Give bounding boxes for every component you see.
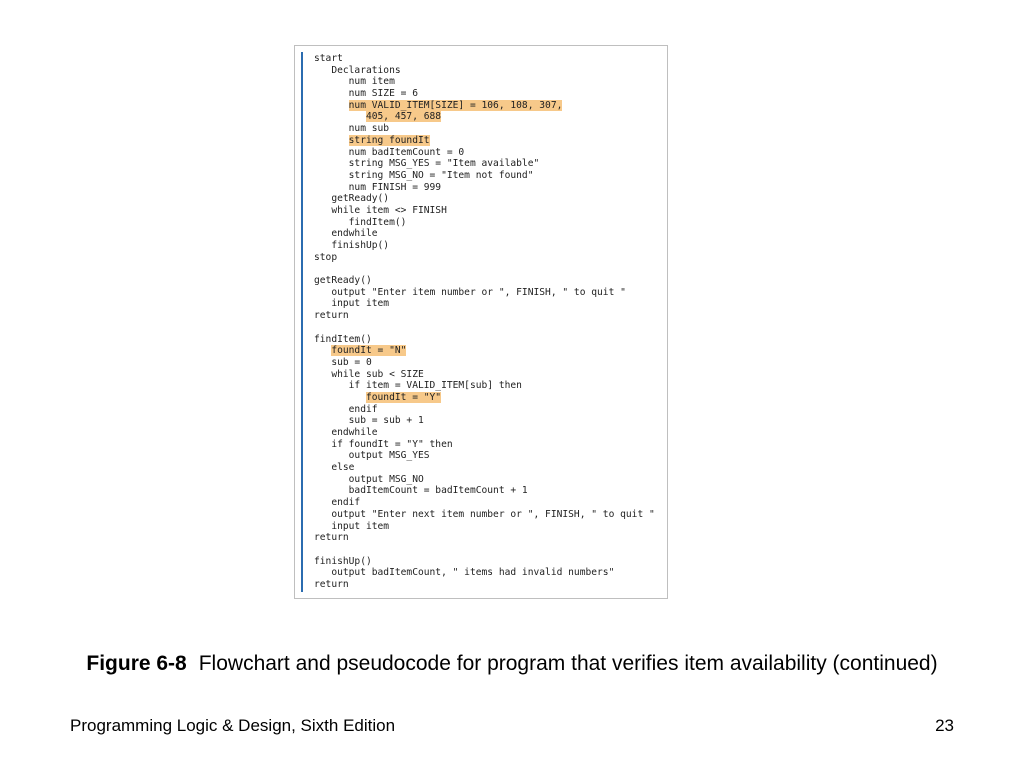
figure-caption-text: Flowchart and pseudocode for program that verifies item availability (continued) <box>198 652 938 675</box>
code-line <box>314 334 655 346</box>
code-text: output "Enter next item number or ", FINISH, " to quit " <box>331 508 655 520</box>
code-line <box>314 65 655 77</box>
figure-label: Figure 6-8 <box>86 652 187 675</box>
code-text: else <box>331 462 355 474</box>
code-text: getReady() <box>314 275 372 287</box>
code-line <box>314 193 655 205</box>
pseudocode-listing <box>314 53 655 591</box>
code-text: stop <box>314 251 338 263</box>
code-line <box>314 275 655 287</box>
code-line <box>314 252 655 264</box>
code-line <box>314 53 655 65</box>
figure-caption <box>40 649 984 678</box>
code-text: start <box>314 53 343 64</box>
code-text: endif <box>348 403 378 415</box>
code-text: finishUp() <box>314 555 372 567</box>
code-line <box>314 415 655 427</box>
code-text: return <box>314 532 349 544</box>
code-line <box>314 544 655 556</box>
code-line <box>314 263 655 275</box>
code-text: endwhile <box>331 228 378 240</box>
code-text: num item <box>348 76 395 88</box>
code-text: findItem() <box>314 333 372 345</box>
highlighted-code-text: foundIt = "Y" <box>365 391 442 403</box>
highlighted-code-text: string foundIt <box>348 134 430 146</box>
code-line <box>314 392 655 404</box>
code-line <box>314 147 655 159</box>
code-text: if item = VALID_ITEM[sub] then <box>348 380 522 392</box>
code-line <box>314 135 655 147</box>
code-line <box>314 170 655 182</box>
code-line <box>314 380 655 392</box>
code-text: badItemCount = badItemCount + 1 <box>348 485 528 497</box>
code-line <box>314 521 655 533</box>
code-line <box>314 509 655 521</box>
code-line <box>314 287 655 299</box>
code-text: output "Enter item number or ", FINISH, " to quit " <box>331 286 626 298</box>
code-text: output MSG_YES <box>348 450 430 462</box>
code-line <box>314 322 655 334</box>
code-line <box>314 427 655 439</box>
code-line <box>314 345 655 357</box>
code-text: sub = 0 <box>331 356 372 368</box>
pseudocode-panel <box>294 45 668 599</box>
code-text: findItem() <box>348 216 407 228</box>
code-text: endif <box>331 497 361 509</box>
code-line <box>314 298 655 310</box>
code-text: string MSG_YES = "Item available" <box>348 158 540 170</box>
code-line <box>314 217 655 229</box>
code-line <box>314 158 655 170</box>
code-line <box>314 357 655 369</box>
code-text: sub = sub + 1 <box>348 415 424 427</box>
code-text: output badItemCount, " items had invalid numbers" <box>331 567 615 579</box>
code-line <box>314 404 655 416</box>
code-text: output MSG_NO <box>348 473 424 485</box>
code-line <box>314 450 655 462</box>
footer-page-number: 23 <box>935 716 954 735</box>
code-line <box>314 439 655 451</box>
code-line <box>314 111 655 123</box>
code-line <box>314 369 655 381</box>
code-line <box>314 532 655 544</box>
code-line <box>314 462 655 474</box>
code-text: while item <> FINISH <box>331 204 447 216</box>
code-line <box>314 556 655 568</box>
code-text: input item <box>331 520 390 532</box>
code-text: endwhile <box>331 427 378 438</box>
code-line <box>314 76 655 88</box>
code-line <box>314 228 655 240</box>
code-text: input item <box>331 298 390 310</box>
highlighted-code-text: num VALID_ITEM[SIZE] = 106, 108, 307, <box>348 99 563 111</box>
code-line <box>314 88 655 100</box>
code-text: return <box>314 310 349 322</box>
code-line <box>314 182 655 194</box>
code-line <box>314 100 655 112</box>
code-text: num badItemCount = 0 <box>348 146 465 158</box>
code-line <box>314 567 655 579</box>
code-text: Declarations <box>331 64 401 76</box>
code-text: finishUp() <box>331 240 390 251</box>
code-text: while sub < SIZE <box>331 368 424 380</box>
code-line <box>314 123 655 135</box>
code-line <box>314 579 655 591</box>
code-line <box>314 310 655 322</box>
code-margin-rule <box>301 52 303 592</box>
footer-book-title: Programming Logic & Design, Sixth Edition <box>70 716 396 735</box>
code-text: num SIZE = 6 <box>348 88 418 100</box>
code-text: getReady() <box>331 193 390 205</box>
code-line <box>314 240 655 252</box>
code-text: string MSG_NO = "Item not found" <box>348 169 534 181</box>
highlighted-code-text: foundIt = "N" <box>331 345 407 357</box>
code-text: num sub <box>348 123 390 135</box>
highlighted-code-text: 405, 457, 688 <box>365 111 442 123</box>
code-line <box>314 485 655 497</box>
code-text: num FINISH = 999 <box>348 181 442 193</box>
code-line <box>314 474 655 486</box>
code-line <box>314 205 655 217</box>
code-line <box>314 497 655 509</box>
code-text: if foundIt = "Y" then <box>331 438 453 450</box>
code-text: return <box>314 578 349 590</box>
